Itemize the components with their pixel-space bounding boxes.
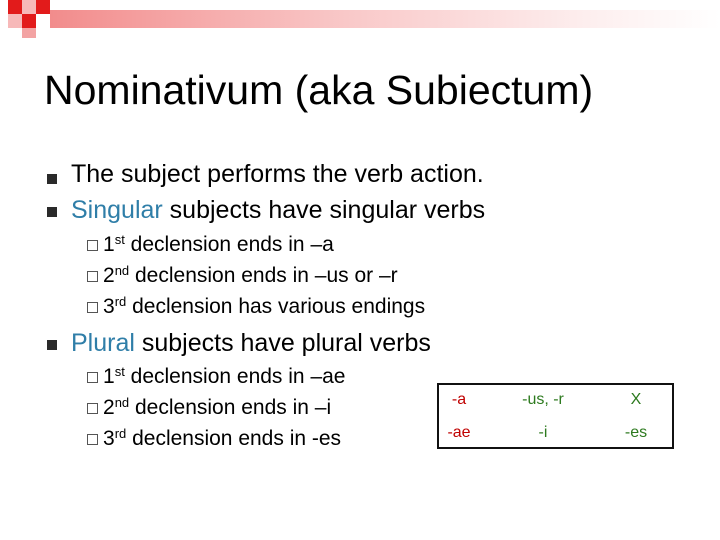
bullet-square-icon: [47, 174, 57, 184]
bullet-accent-word: Plural: [71, 329, 135, 357]
ordinal-number: 2: [103, 264, 115, 287]
table-cell: -a: [451, 391, 467, 408]
item-text: declension has various endings: [126, 295, 426, 318]
ordinal-suffix: nd: [114, 263, 130, 278]
bullet-singular: [71, 195, 485, 225]
plural-item-3: [103, 426, 341, 452]
corner-decoration: [22, 28, 36, 38]
ordinal-number: 2: [103, 396, 115, 419]
table-cell: -i: [538, 424, 548, 441]
ordinal-number: 3: [103, 427, 115, 450]
corner-decoration: [8, 14, 22, 28]
bullet-text: subjects have singular verbs: [162, 196, 486, 224]
table-cell: -ae: [447, 424, 471, 441]
item-text: declension ends in -es: [126, 427, 342, 450]
corner-decoration: [36, 0, 50, 14]
bullet-accent-word: Singular: [71, 196, 163, 224]
ordinal-suffix: st: [114, 364, 125, 379]
checkbox-bullet-icon: [87, 434, 98, 445]
endings-table: [437, 383, 674, 449]
item-text: declension ends in –i: [129, 396, 332, 419]
plural-item-2: [103, 395, 331, 421]
table-cell: -es: [624, 424, 648, 441]
singular-item-3: [103, 294, 425, 320]
slide-title: Nominativum (aka Subiectum): [44, 67, 594, 113]
bullet-square-icon: [47, 340, 57, 350]
table-cell: X: [630, 391, 642, 408]
ordinal-suffix: rd: [114, 426, 127, 441]
bullet-plural: [71, 328, 431, 358]
ordinal-suffix: nd: [114, 395, 130, 410]
singular-item-1: [103, 232, 334, 258]
bullet-subject-action: [71, 159, 484, 189]
item-text: declension ends in –ae: [124, 365, 346, 388]
bullet-text: The subject performs the verb action.: [71, 160, 484, 188]
checkbox-bullet-icon: [87, 271, 98, 282]
item-text: declension ends in –a: [124, 233, 334, 256]
plural-item-1: [103, 364, 345, 390]
item-text: declension ends in –us or –r: [129, 264, 398, 287]
checkbox-bullet-icon: [87, 372, 98, 383]
ordinal-number: 3: [103, 295, 115, 318]
corner-decoration: [22, 0, 36, 14]
ordinal-suffix: st: [114, 232, 125, 247]
table-cell: -us, -r: [522, 391, 564, 408]
corner-decoration: [22, 14, 36, 28]
ordinal-number: 1: [103, 365, 115, 388]
checkbox-bullet-icon: [87, 302, 98, 313]
checkbox-bullet-icon: [87, 403, 98, 414]
singular-item-2: [103, 263, 398, 289]
bullet-square-icon: [47, 207, 57, 217]
top-gradient-bar: [50, 10, 720, 28]
corner-decoration: [8, 0, 22, 14]
ordinal-number: 1: [103, 233, 115, 256]
checkbox-bullet-icon: [87, 240, 98, 251]
ordinal-suffix: rd: [114, 294, 127, 309]
bullet-text: subjects have plural verbs: [134, 329, 431, 357]
